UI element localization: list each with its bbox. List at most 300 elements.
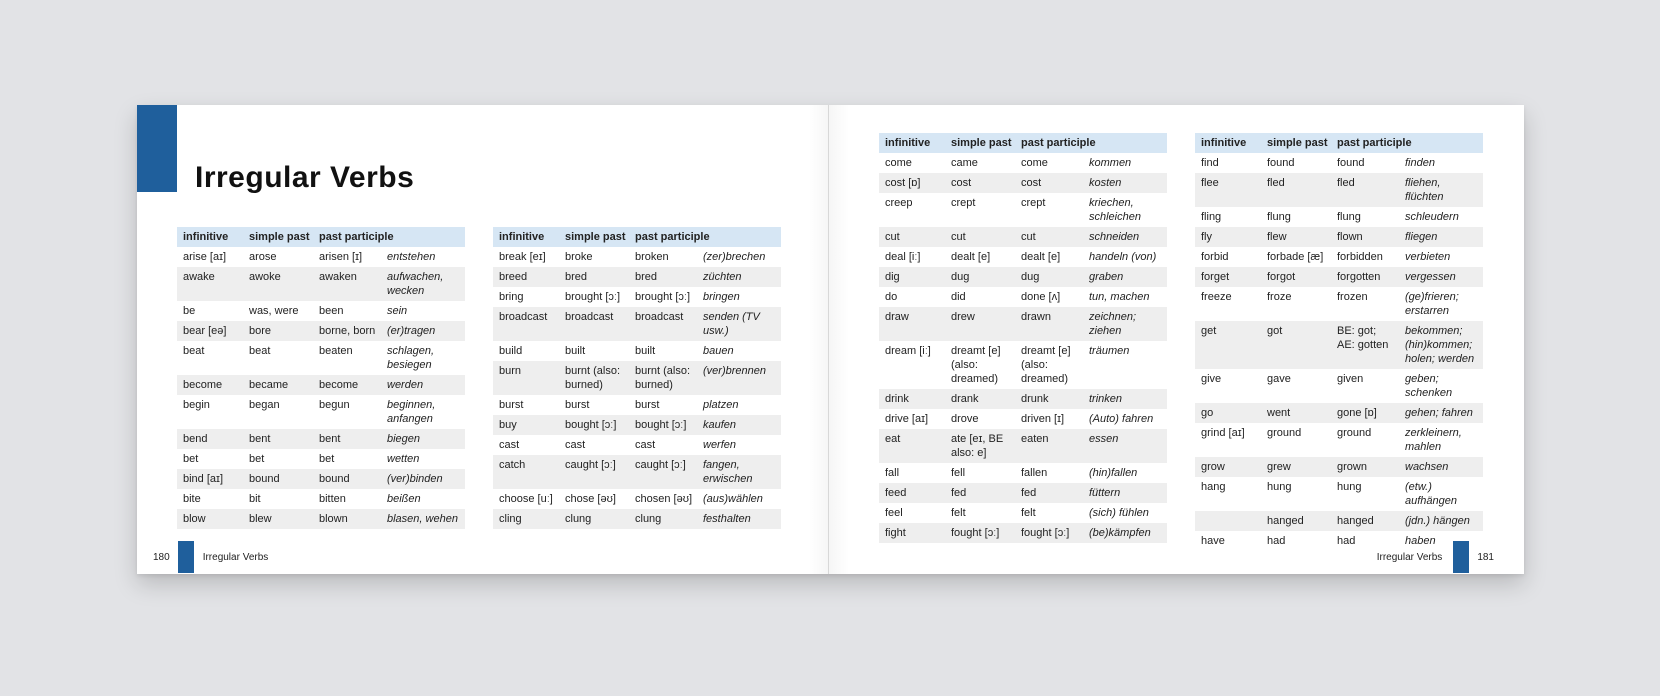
cell-infinitive: creep	[885, 197, 913, 209]
table-row	[493, 509, 781, 529]
cell-infinitive: do	[885, 291, 898, 303]
table-row	[1195, 321, 1483, 369]
cell-translation: füttern	[1083, 483, 1167, 503]
cell-infinitive: arise [aɪ]	[183, 251, 227, 263]
cell-infinitive	[1195, 511, 1261, 531]
cell-past-participle: fled	[1331, 173, 1399, 207]
cell-simple-past: drank	[945, 389, 1015, 409]
cell-translation: senden (TV usw.)	[697, 307, 781, 341]
cell-past-participle: been	[319, 305, 344, 317]
cell-infinitive: bet	[183, 453, 199, 465]
cell-simple-past: went	[1261, 403, 1331, 423]
cell-translation: trinken	[1083, 389, 1167, 409]
cell-past-participle: beaten	[319, 345, 353, 357]
footer-left	[153, 541, 268, 573]
table-header-row	[1195, 133, 1483, 153]
cell-translation: (jdn.) hängen	[1399, 511, 1483, 531]
cell-simple-past: clung	[559, 509, 629, 529]
table-row	[177, 375, 465, 395]
cell-translation: sein	[387, 305, 408, 317]
cell-infinitive: flee	[1195, 173, 1261, 207]
cell-infinitive: awake	[177, 267, 243, 301]
cell-past-participle: found	[1337, 157, 1365, 169]
table-body	[1195, 153, 1483, 551]
cell-past-participle: frozen	[1337, 291, 1368, 303]
cell-infinitive: hang	[1201, 481, 1226, 493]
cell-simple-past: broadcast	[559, 307, 629, 341]
cell-past-participle: dug	[1015, 267, 1083, 287]
cell-translation: kosten	[1083, 173, 1167, 193]
cell-simple-past: began	[249, 399, 280, 411]
cell-simple-past: bound	[243, 469, 313, 489]
header-simple-past: simple past	[243, 227, 313, 247]
table-row	[879, 307, 1167, 341]
cell-infinitive: beat	[183, 345, 205, 357]
cell-simple-past: dreamt [e] (also: dreamed)	[951, 345, 1001, 385]
cell-translation: (etw.) aufhängen	[1405, 481, 1457, 507]
cell-infinitive: get	[1195, 321, 1261, 369]
cell-infinitive: burst	[499, 399, 524, 411]
cell-infinitive: burn	[493, 361, 559, 395]
table-row	[879, 389, 1167, 409]
cell-simple-past: bred	[559, 267, 629, 287]
cell-past-participle: broadcast	[629, 307, 697, 341]
cell-translation: geben; schenken	[1405, 373, 1453, 399]
header-infinitive: infinitive	[177, 227, 243, 247]
table-row	[493, 341, 781, 361]
cell-infinitive: bring	[499, 291, 524, 303]
cell-translation: finden	[1405, 157, 1435, 169]
book-spread	[137, 105, 1524, 574]
table-row	[177, 449, 465, 469]
table-row	[493, 267, 781, 287]
footer-accent-tab	[178, 541, 194, 573]
cell-simple-past: fell	[951, 467, 966, 479]
page-number: 181	[1477, 551, 1494, 563]
cell-translation: schlagen, besiegen	[387, 345, 435, 371]
cell-infinitive: have	[1201, 535, 1225, 547]
cell-simple-past: arose	[249, 251, 277, 263]
table-row	[493, 489, 781, 509]
table-row	[177, 469, 465, 489]
cell-translation: vergessen	[1399, 267, 1483, 287]
cell-translation: wetten	[387, 453, 420, 465]
cell-past-participle: BE: got; AE: gotten	[1331, 321, 1399, 369]
table-row	[1195, 227, 1483, 247]
cell-past-participle: gone [ɒ]	[1331, 403, 1399, 423]
cell-simple-past: broke	[565, 251, 593, 263]
table-row	[177, 341, 465, 375]
table-row	[493, 415, 781, 435]
table-row	[879, 503, 1167, 523]
cell-translation: (sich) fühlen	[1089, 507, 1149, 519]
header-simple-past: simple past	[1261, 133, 1331, 153]
cell-infinitive: begin	[183, 399, 210, 411]
cell-translation: kaufen	[697, 415, 781, 435]
cell-translation: (ver)binden	[381, 469, 465, 489]
cell-past-participle: cost	[1015, 173, 1083, 193]
title-accent-bar	[137, 105, 177, 192]
cell-simple-past: found	[1267, 157, 1295, 169]
cell-past-participle: bred	[629, 267, 697, 287]
table-row	[177, 509, 465, 529]
cell-simple-past: drew	[945, 307, 1015, 341]
cell-infinitive: bite	[183, 493, 201, 505]
cell-past-participle: awaken	[313, 267, 381, 301]
cell-infinitive: be	[183, 305, 196, 317]
cell-translation: beißen	[387, 493, 421, 505]
cell-infinitive: become	[177, 375, 243, 395]
cell-simple-past: had	[1267, 535, 1286, 547]
cell-past-participle: eaten	[1015, 429, 1083, 463]
cell-infinitive: cost [ɒ]	[879, 173, 945, 193]
cell-translation: verbieten	[1405, 251, 1451, 263]
cell-infinitive: freeze	[1201, 291, 1232, 303]
cell-simple-past: built	[565, 345, 586, 357]
table-row	[177, 267, 465, 301]
cell-simple-past: froze	[1267, 291, 1292, 303]
cell-infinitive: give	[1201, 373, 1222, 385]
cell-infinitive: forbid	[1201, 251, 1229, 263]
cell-simple-past: crept	[951, 197, 976, 209]
table-row	[1195, 403, 1483, 423]
table-row	[879, 153, 1167, 173]
cell-simple-past: dealt [e]	[951, 251, 991, 263]
cell-simple-past: ate [eɪ, BE also: e]	[945, 429, 1015, 463]
cell-infinitive: breed	[493, 267, 559, 287]
table-row	[177, 395, 465, 429]
cell-translation: handeln (von)	[1089, 251, 1157, 263]
header-past-participle: past participle	[313, 227, 465, 247]
header-infinitive: infinitive	[879, 133, 945, 153]
cell-translation: biegen	[381, 429, 465, 449]
cell-past-participle: driven [ɪ]	[1021, 413, 1065, 425]
cell-simple-past: bought [ɔː]	[559, 415, 629, 435]
cell-infinitive: break [eɪ]	[499, 251, 546, 263]
cell-translation: tun, machen	[1089, 291, 1150, 303]
table-row	[177, 301, 465, 321]
cell-translation: kriechen, schleichen	[1089, 197, 1141, 223]
table-body	[177, 247, 465, 529]
cell-simple-past: beat	[249, 345, 271, 357]
cell-translation: wachsen	[1399, 457, 1483, 477]
header-past-participle: past participle	[1331, 133, 1483, 153]
cell-infinitive: cling	[493, 509, 559, 529]
page-title: Irregular Verbs	[195, 161, 415, 194]
table-row	[493, 455, 781, 489]
cell-translation: platzen	[703, 399, 739, 411]
cell-translation: bauen	[703, 345, 734, 357]
table-body	[493, 247, 781, 529]
cell-translation: bringen	[703, 291, 740, 303]
cell-simple-past: caught [ɔː]	[559, 455, 629, 489]
cell-infinitive: feed	[879, 483, 945, 503]
cell-infinitive: fight	[879, 523, 945, 543]
cell-infinitive: forget	[1195, 267, 1261, 287]
table-row	[177, 321, 465, 341]
verb-table-3	[879, 133, 1167, 543]
cell-past-participle: forbidden	[1337, 251, 1383, 263]
table-row	[1195, 287, 1483, 321]
cell-infinitive: buy	[493, 415, 559, 435]
table-row	[1195, 153, 1483, 173]
table-row	[879, 463, 1167, 483]
table-row	[1195, 173, 1483, 207]
table-row	[1195, 267, 1483, 287]
table-row	[177, 489, 465, 509]
cell-simple-past: bit	[249, 493, 261, 505]
header-simple-past: simple past	[945, 133, 1015, 153]
cell-past-participle: bitten	[319, 493, 346, 505]
cell-past-participle: flung	[1337, 211, 1361, 223]
table-row	[177, 429, 465, 449]
cell-infinitive: feel	[885, 507, 903, 519]
cell-infinitive: find	[1201, 157, 1219, 169]
cell-translation: zerkleinern, mahlen	[1405, 427, 1462, 453]
cell-simple-past: brought [ɔː]	[565, 291, 621, 303]
cell-translation: essen	[1083, 429, 1167, 463]
cell-simple-past: hung	[1267, 481, 1292, 493]
cell-translation: festhalten	[697, 509, 781, 529]
gutter-shadow	[809, 105, 849, 574]
cell-translation: schneiden	[1083, 227, 1167, 247]
cell-past-participle: arisen [ɪ]	[319, 251, 363, 263]
cell-past-participle: bought [ɔː]	[629, 415, 697, 435]
cell-translation: werfen	[703, 439, 737, 451]
cell-past-participle: hung	[1337, 481, 1362, 493]
table-row	[493, 435, 781, 455]
cell-past-participle: become	[313, 375, 381, 395]
cell-translation: (ver)brennen	[697, 361, 781, 395]
cell-past-participle: bound	[313, 469, 381, 489]
cell-translation: träumen	[1089, 345, 1130, 357]
cell-past-participle: blown	[313, 509, 381, 529]
cell-simple-past: bet	[249, 453, 265, 465]
cell-past-participle: cut	[1015, 227, 1083, 247]
cell-simple-past: cast	[565, 439, 586, 451]
cell-past-participle: burnt (also: burned)	[629, 361, 697, 395]
verb-table-2	[493, 227, 781, 529]
table-row	[493, 287, 781, 307]
cell-simple-past: came	[951, 157, 978, 169]
cell-simple-past: cost	[945, 173, 1015, 193]
table-row	[879, 483, 1167, 503]
cell-simple-past: grew	[1261, 457, 1331, 477]
cell-past-participle: brought [ɔː]	[635, 291, 691, 303]
cell-past-participle: caught [ɔː]	[629, 455, 697, 489]
cell-infinitive: drive [aɪ]	[885, 413, 929, 425]
cell-past-participle: flown	[1331, 227, 1399, 247]
cell-past-participle: come	[1021, 157, 1048, 169]
table-row	[879, 429, 1167, 463]
cell-infinitive: eat	[879, 429, 945, 463]
cell-infinitive: drink	[879, 389, 945, 409]
table-row	[493, 395, 781, 415]
cell-past-participle: grown	[1331, 457, 1399, 477]
table-row	[879, 341, 1167, 389]
cell-past-participle: dealt [e]	[1021, 251, 1061, 263]
cell-infinitive: come	[885, 157, 912, 169]
cell-simple-past: fled	[1261, 173, 1331, 207]
cell-infinitive: blow	[177, 509, 243, 529]
cell-infinitive: catch	[493, 455, 559, 489]
cell-translation: graben	[1083, 267, 1167, 287]
cell-simple-past: was, were	[249, 305, 299, 317]
cell-past-participle: borne, born	[313, 321, 381, 341]
cell-translation: (aus)wählen	[703, 493, 763, 505]
cell-past-participle: built	[635, 345, 656, 357]
cell-translation: entstehen	[387, 251, 436, 263]
cell-past-participle: fed	[1015, 483, 1083, 503]
cell-past-participle: chosen [əʊ]	[635, 493, 693, 505]
cell-simple-past: hanged	[1261, 511, 1331, 531]
cell-simple-past: flung	[1267, 211, 1291, 223]
cell-translation: fliegen	[1399, 227, 1483, 247]
table-row	[1195, 207, 1483, 227]
cell-simple-past: felt	[951, 507, 966, 519]
cell-simple-past: burst	[565, 399, 590, 411]
verb-table-1	[177, 227, 465, 529]
cell-infinitive: fling	[1201, 211, 1222, 223]
cell-simple-past: became	[243, 375, 313, 395]
table-row	[879, 287, 1167, 307]
cell-translation: blasen, wehen	[381, 509, 465, 529]
cell-infinitive: go	[1195, 403, 1261, 423]
table-row	[1195, 369, 1483, 403]
cell-infinitive: fly	[1195, 227, 1261, 247]
cell-simple-past: flew	[1261, 227, 1331, 247]
table-row	[879, 247, 1167, 267]
verb-table-4	[1195, 133, 1483, 551]
cell-past-participle: drunk	[1015, 389, 1083, 409]
cell-past-participle: given	[1337, 373, 1364, 385]
cell-translation: schleudern	[1405, 211, 1459, 223]
cell-simple-past: cut	[945, 227, 1015, 247]
cell-past-participle: hanged	[1331, 511, 1399, 531]
cell-infinitive: dream [iː]	[885, 345, 931, 357]
cell-translation: (ge)frieren; erstarren	[1405, 291, 1459, 317]
cell-simple-past: got	[1261, 321, 1331, 369]
cell-simple-past: forgot	[1261, 267, 1331, 287]
cell-translation: kommen	[1089, 157, 1132, 169]
cell-translation: fliehen, flüchten	[1399, 173, 1483, 207]
cell-infinitive: cast	[499, 439, 520, 451]
header-simple-past: simple past	[559, 227, 629, 247]
cell-past-participle: cast	[635, 439, 656, 451]
cell-infinitive: broadcast	[493, 307, 559, 341]
footer-label: Irregular Verbs	[202, 551, 269, 563]
cell-translation: zeichnen; ziehen	[1083, 307, 1167, 341]
table-header-row	[879, 133, 1167, 153]
cell-simple-past: burnt (also: burned)	[559, 361, 629, 395]
header-past-participle: past participle	[1015, 133, 1167, 153]
cell-simple-past: bent	[243, 429, 313, 449]
cell-infinitive: bear [eə]	[177, 321, 243, 341]
cell-infinitive: dig	[879, 267, 945, 287]
table-row	[879, 173, 1167, 193]
cell-translation: aufwachen, wecken	[381, 267, 465, 301]
cell-translation: (hin)fallen	[1089, 467, 1138, 479]
cell-translation: (be)kämpfen	[1083, 523, 1167, 543]
table-row	[879, 409, 1167, 429]
cell-past-participle: burst	[635, 399, 660, 411]
cell-simple-past: fed	[945, 483, 1015, 503]
cell-infinitive: build	[499, 345, 523, 357]
table-row	[1195, 457, 1483, 477]
book-gutter	[828, 105, 829, 574]
table-row	[879, 227, 1167, 247]
cell-past-participle: broken	[635, 251, 669, 263]
cell-translation: gehen; fahren	[1399, 403, 1483, 423]
table-row	[493, 361, 781, 395]
cell-past-participle: forgotten	[1331, 267, 1399, 287]
cell-past-participle: drawn	[1015, 307, 1083, 341]
cell-translation: (zer)brechen	[703, 251, 766, 263]
cell-infinitive: grow	[1195, 457, 1261, 477]
cell-past-participle: done [ʌ]	[1021, 291, 1061, 303]
footer-right	[1377, 541, 1494, 573]
cell-infinitive: deal [iː]	[885, 251, 921, 263]
cell-infinitive: bind [aɪ]	[177, 469, 243, 489]
cell-simple-past: gave	[1267, 373, 1291, 385]
cell-translation: bekommen; (hin)kommen; holen; werden	[1399, 321, 1483, 369]
cell-past-participle: bet	[319, 453, 335, 465]
footer-accent-tab	[1453, 541, 1469, 573]
header-past-participle: past participle	[629, 227, 781, 247]
cell-past-participle: crept	[1021, 197, 1046, 209]
table-header-row	[493, 227, 781, 247]
table-row	[879, 267, 1167, 287]
cell-simple-past: blew	[243, 509, 313, 529]
cell-translation: (Auto) fahren	[1089, 413, 1154, 425]
cell-past-participle: bent	[313, 429, 381, 449]
cell-translation: werden	[381, 375, 465, 395]
table-row	[879, 193, 1167, 227]
cell-past-participle: fallen	[1021, 467, 1048, 479]
header-infinitive: infinitive	[493, 227, 559, 247]
cell-past-participle: had	[1337, 535, 1356, 547]
cell-infinitive: grind [aɪ]	[1201, 427, 1245, 439]
cell-translation: haben	[1405, 535, 1436, 547]
cell-simple-past: bore	[243, 321, 313, 341]
cell-past-participle: ground	[1337, 427, 1372, 439]
cell-translation: (er)tragen	[381, 321, 465, 341]
cell-simple-past: fought [ɔː]	[945, 523, 1015, 543]
cell-infinitive: cut	[879, 227, 945, 247]
cell-simple-past: forbade [æ]	[1267, 251, 1324, 263]
cell-simple-past: drove	[951, 413, 979, 425]
cell-simple-past: did	[951, 291, 966, 303]
page-number: 180	[153, 551, 170, 563]
table-row	[1195, 423, 1483, 457]
cell-infinitive: bend	[177, 429, 243, 449]
cell-past-participle: begun	[319, 399, 350, 411]
cell-infinitive: fall	[885, 467, 900, 479]
cell-infinitive: choose [uː]	[499, 493, 553, 505]
cell-translation: züchten	[697, 267, 781, 287]
table-row	[1195, 511, 1483, 531]
cell-translation: fangen, erwischen	[697, 455, 781, 489]
header-infinitive: infinitive	[1195, 133, 1261, 153]
cell-simple-past: awoke	[243, 267, 313, 301]
table-row	[493, 247, 781, 267]
cell-simple-past: chose [əʊ]	[565, 493, 616, 505]
cell-past-participle: clung	[629, 509, 697, 529]
table-row	[1195, 247, 1483, 267]
table-row	[879, 523, 1167, 543]
cell-past-participle: fought [ɔː]	[1015, 523, 1083, 543]
footer-label: Irregular Verbs	[1376, 551, 1443, 563]
